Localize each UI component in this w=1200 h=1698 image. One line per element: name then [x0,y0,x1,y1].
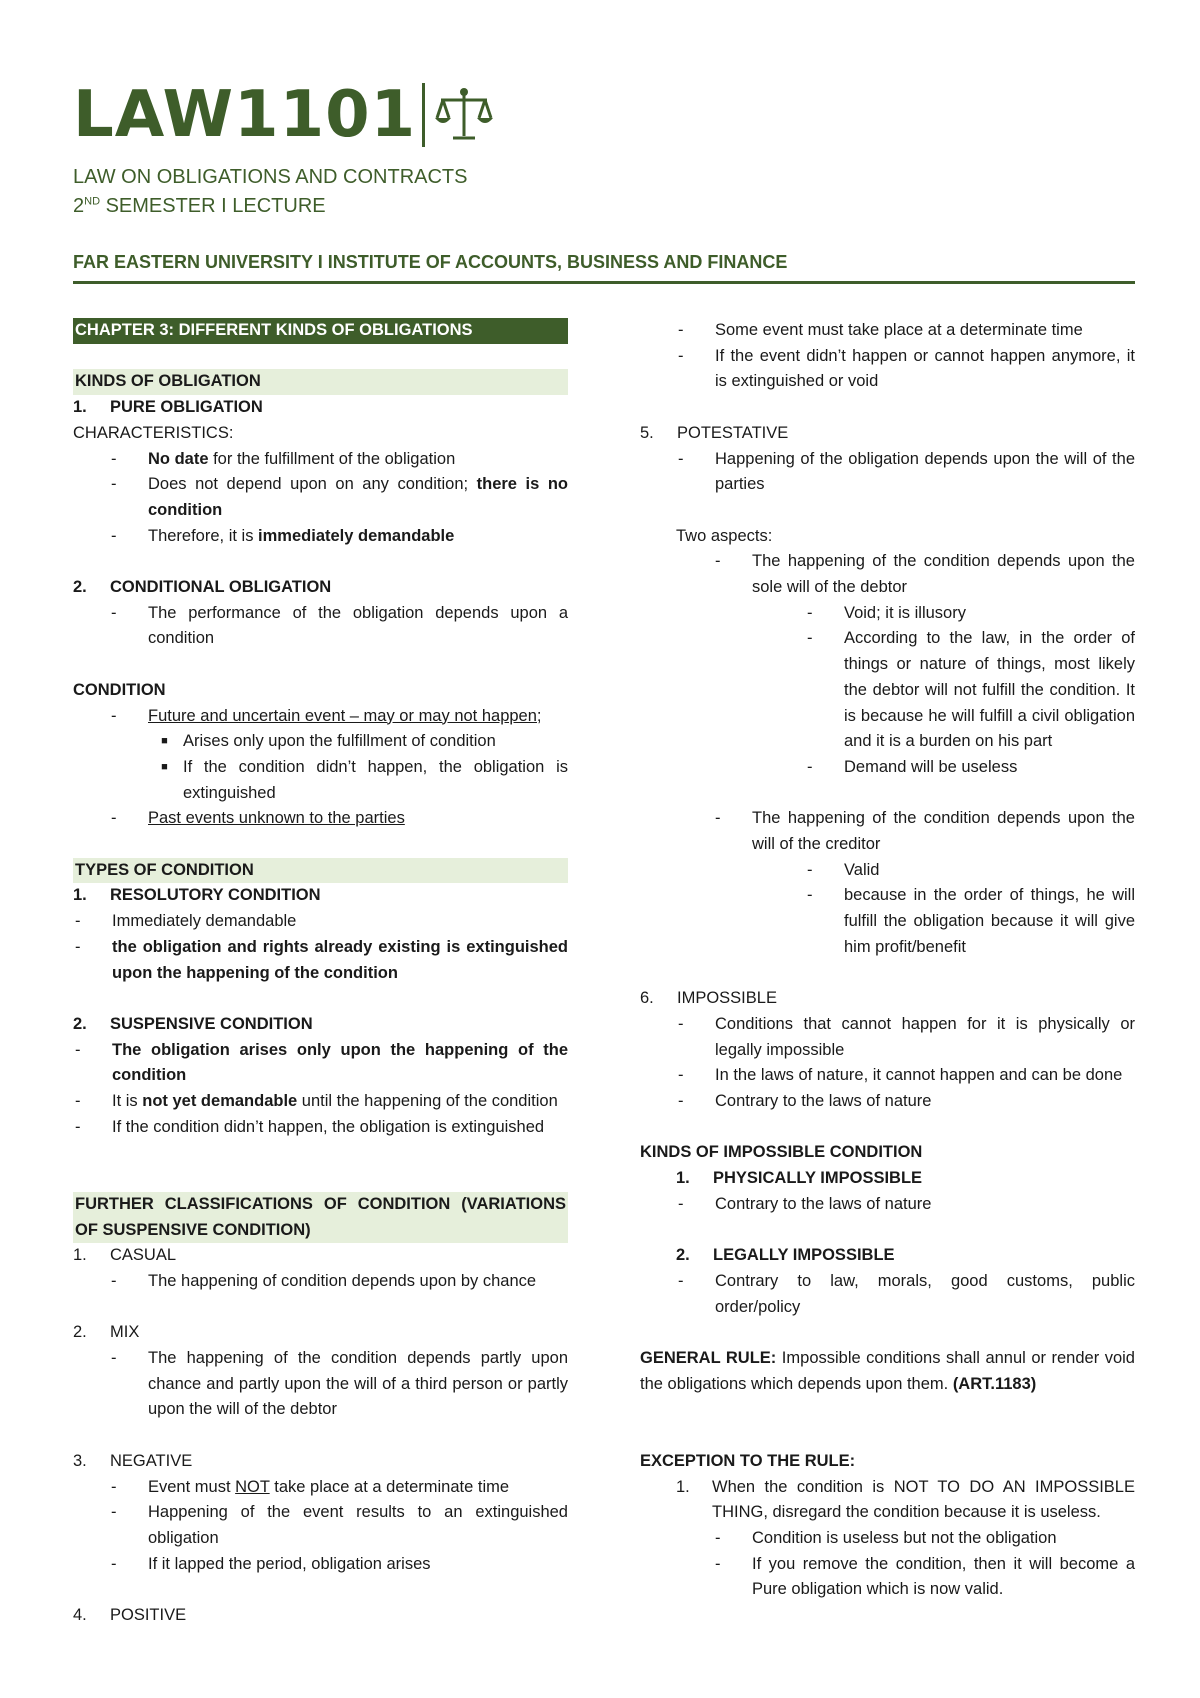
right-column [640,318,1135,1603]
list-item: 4. POSITIVE [73,1606,187,1624]
list-item: - No date for the fulfillment of the obligation [111,449,456,468]
list-item: - Immediately demandable [75,912,297,931]
scales-of-justice-icon [433,84,495,146]
list-item: - Demand will be useless [807,757,1018,776]
list-item: ■ Arises only upon the fulfillment of condition [161,732,496,751]
subheading: CONDITION [73,680,166,699]
list-item: - Valid [807,860,880,879]
list-item: - The happening of the condition depends upon the will of the creditor [715,809,1135,854]
semester-line: 2ND SEMESTER I LECTURE [73,195,326,217]
course-title: LAW ON OBLIGATIONS AND CONTRACTS [73,166,468,188]
course-code: LAW1101 [73,78,417,152]
list-item: 2. SUSPENSIVE CONDITION [73,1014,313,1033]
list-item: - Some event must take place at a determinate time [678,321,1083,339]
list-item: - Conditions that cannot happen for it is physically or legally impossible [678,1014,1135,1059]
list-item: 2. MIX [73,1323,140,1342]
section-heading: TYPES OF CONDITION [73,858,568,884]
university-line: FAR EASTERN UNIVERSITY I INSTITUTE OF ACCOUNTS, BUSINESS AND FINANCE [73,252,788,272]
list-item: - Contrary to the laws of nature [678,1092,932,1111]
list-item: - In the laws of nature, it cannot happen and can be done [678,1066,1123,1085]
list-item: - The happening of condition depends upon by chance [111,1271,537,1290]
list-item: 1. PHYSICALLY IMPOSSIBLE [676,1169,923,1188]
section-heading: FURTHER CLASSIFICATIONS OF CONDITION (VARIATIONS OF SUSPENSIVE CONDITION) [73,1192,568,1243]
list-item: - If the condition didn’t happen, the obligation is extinguished [75,1117,545,1136]
list-item: - the obligation and rights already existing is extinguished upon the happening of the condition [75,937,568,982]
list-item: 1. CASUAL [73,1246,177,1265]
left-column [73,318,568,1629]
chapter-heading: CHAPTER 3: DIFFERENT KINDS OF OBLIGATIONS [73,318,568,344]
list-item: ■ If the condition didn’t happen, the obligation is extinguished [161,757,568,802]
subheading: EXCEPTION TO THE RULE: [640,1451,856,1470]
list-item: - The performance of the obligation depends upon a condition [111,603,568,648]
list-item: 3. NEGATIVE [73,1451,193,1470]
list-item: - The happening of the condition depends upon the sole will of the debtor [715,552,1135,596]
label: Two aspects: [676,526,773,545]
subheading: KINDS OF IMPOSSIBLE CONDITION [640,1143,923,1162]
list-item: 2. CONDITIONAL OBLIGATION [73,578,332,596]
section-heading: KINDS OF OBLIGATION [73,369,568,395]
list-item: 1. RESOLUTORY CONDITION [73,886,321,905]
header-rule [73,281,1135,284]
list-item: - Void; it is illusory [807,603,966,622]
list-item: - Does not depend upon on any condition; there is no condition [111,475,568,519]
list-item: 1. When the condition is NOT TO DO AN IMPOSSIBLE THING, disregard the condition because it is useless. [676,1477,1135,1522]
list-item: - Past events unknown to the parties [111,809,405,828]
list-item: - Event must NOT take place at a determinate time [111,1477,510,1496]
list-item: 1. PURE OBLIGATION [73,398,263,417]
label: CHARACTERISTICS: [73,423,234,442]
list-item: - Future and uncertain event – may or may not happen; [111,706,542,725]
list-item: - Therefore, it is immediately demandable [111,526,455,545]
list-item: 6. IMPOSSIBLE [640,989,777,1008]
list-item: - If the event didn’t happen or cannot happen anymore, it is extinguished or void [678,346,1135,391]
list-item: - Happening of the event results to an extinguished obligation [111,1503,568,1547]
list-item: - Condition is useless but not the obligation [715,1528,1057,1547]
list-item: - Happening of the obligation depends upon the will of the parties [678,449,1135,494]
list-item: - The happening of the condition depends partly upon chance and partly upon the will of a third person or partly upon the will of the debtor [111,1349,568,1419]
list-item: - If you remove the condition, then it will become a Pure obligation which is now valid. [715,1554,1135,1599]
list-item: 5. POTESTATIVE [640,423,789,442]
list-item: - According to the law, in the order of things or nature of things, most likely the debtor will not fulfill the condition. It is because he will fulfill a civil obligation and it is a burden on his part [807,629,1135,751]
document-header [73,70,1135,284]
list-item: - Contrary to the laws of nature [678,1194,932,1213]
list-item: - If it lapped the period, obligation arises [111,1554,431,1573]
list-item: - It is not yet demandable until the happening of the condition [75,1092,558,1111]
list-item: - The obligation arises only upon the happening of the condition [75,1040,568,1085]
list-item: - Contrary to law, morals, good customs, public order/policy [678,1271,1135,1316]
title-divider [422,83,425,147]
list-item: 2. LEGALLY IMPOSSIBLE [676,1246,895,1265]
list-item: - because in the order of things, he will fulfill the obligation because it will give him profit/benefit [807,886,1135,956]
course-brand [73,70,1135,160]
general-rule: GENERAL RULE: Impossible conditions shall annul or render void the obligations which depends upon them. (ART.1183) [640,1349,1135,1393]
